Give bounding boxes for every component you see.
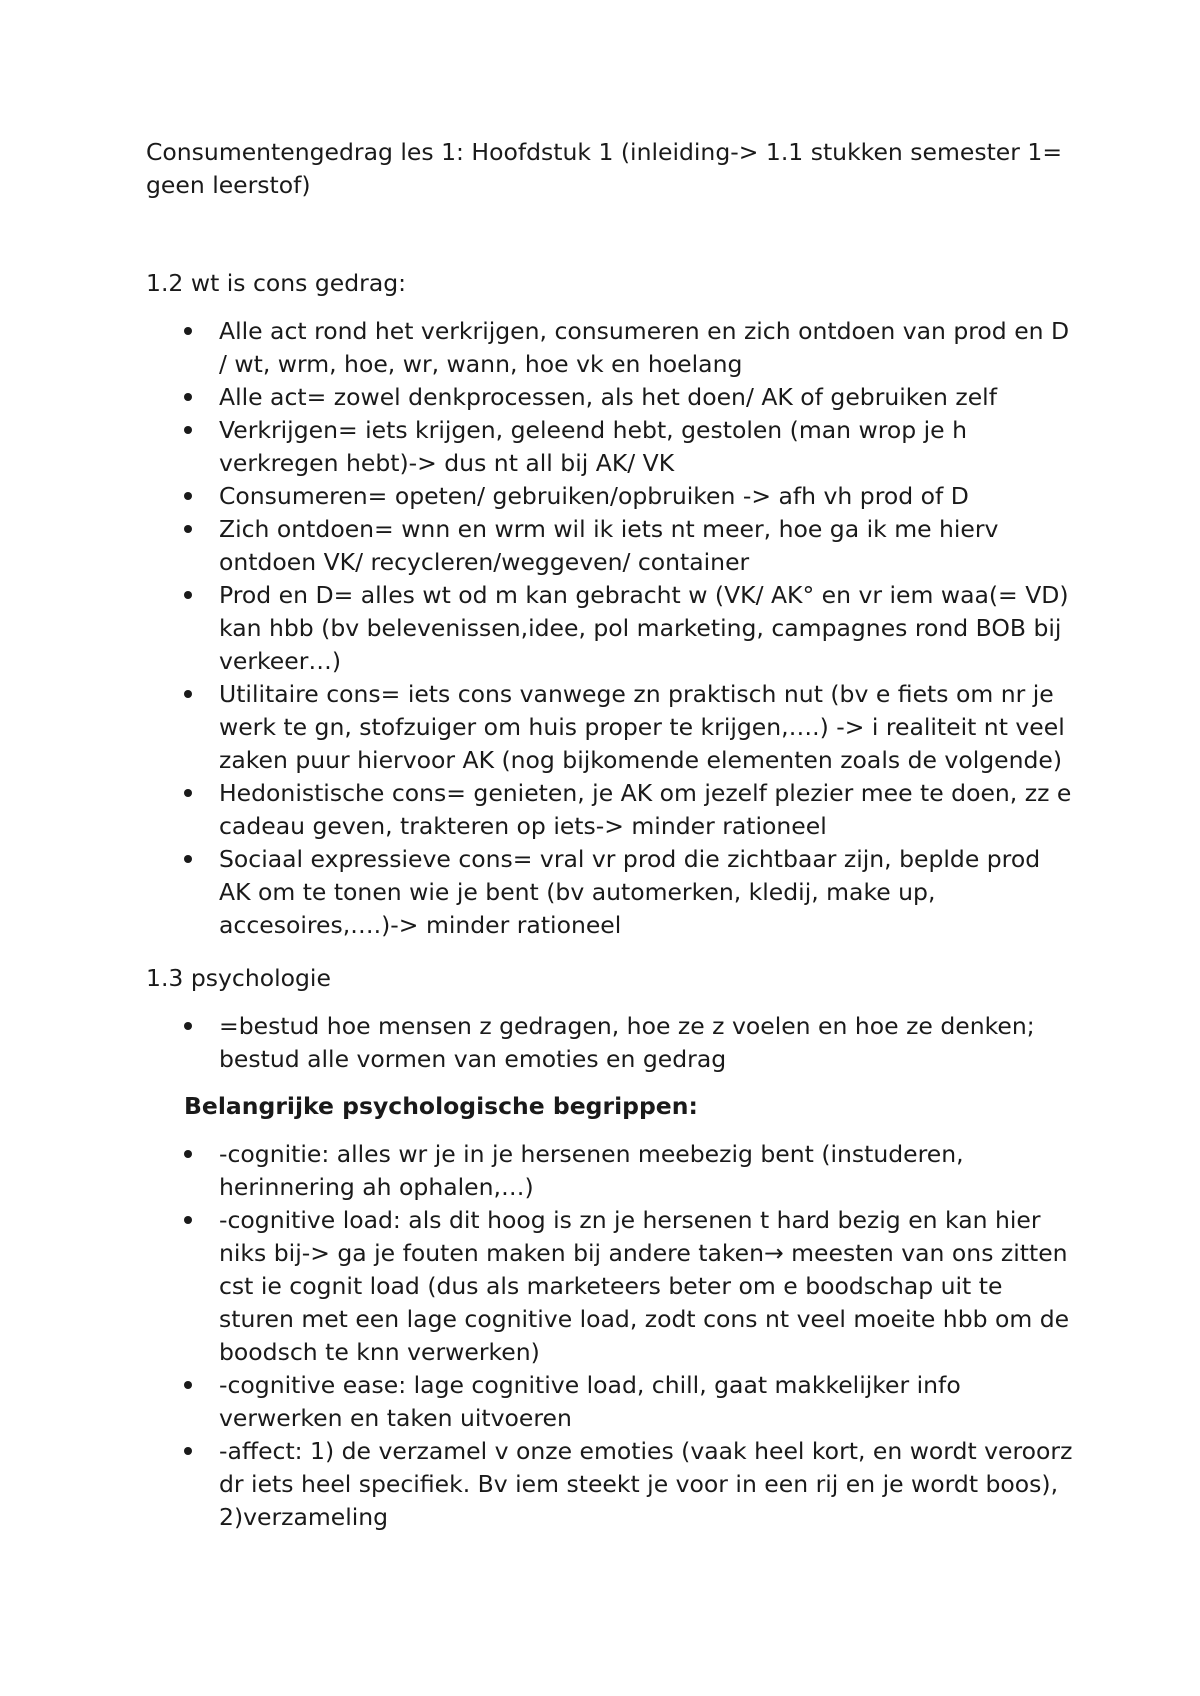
list-item: =bestud hoe mensen z gedragen, hoe ze z voelen en hoe ze denken; bestud alle vormen van emoties en gedrag bbox=[146, 1010, 1076, 1076]
list-item: -cognitie: alles wr je in je hersenen meebezig bent (instuderen, herinnering ah ophalen,…) bbox=[146, 1138, 1076, 1204]
list-item: Utilitaire cons= iets cons vanwege zn praktisch nut (bv e fiets om nr je werk te gn, stofzuiger om huis proper te krijgen,….) -> i realiteit nt veel zaken puur hiervoor AK (nog bijkomende elementen zoals de volgende) bbox=[146, 678, 1076, 777]
section-heading-1-2: 1.2 wt is cons gedrag: bbox=[146, 269, 407, 297]
list-item: Alle act= zowel denkprocessen, als het doen/ AK of gebruiken zelf bbox=[146, 381, 1076, 414]
list-item: Verkrijgen= iets krijgen, geleend hebt, gestolen (man wrop je h verkregen hebt)-> dus nt all bij AK/ VK bbox=[146, 414, 1076, 480]
list-item: -cognitive load: als dit hoog is zn je hersenen t hard bezig en kan hier niks bij-> ga je fouten maken bij andere taken→ meesten van ons zitten cst ie cognit load (dus als marketeers beter om e boodschap uit te sturen met een lage cognitive load, zodt cons nt veel moeite hbb om de boodsch te knn verwerken) bbox=[146, 1204, 1076, 1369]
bullet-list-1-3 bbox=[146, 1010, 1076, 1076]
list-item: Prod en D= alles wt od m kan gebracht w (VK/ AK° en vr iem waa(= VD) kan hbb (bv belevenissen,idee, pol marketing, campagnes rond BOB bij verkeer…) bbox=[146, 579, 1076, 678]
bullet-list-begrippen bbox=[146, 1138, 1076, 1534]
list-item: Zich ontdoen= wnn en wrm wil ik iets nt meer, hoe ga ik me hierv ontdoen VK/ recycleren/weggeven/ container bbox=[146, 513, 1076, 579]
list-item: -cognitive ease: lage cognitive load, chill, gaat makkelijker info verwerken en taken uitvoeren bbox=[146, 1369, 1076, 1435]
document-page bbox=[146, 136, 1076, 1534]
list-item: Alle act rond het verkrijgen, consumeren en zich ontdoen van prod en D / wt, wrm, hoe, wr, wann, hoe vk en hoelang bbox=[146, 315, 1076, 381]
list-item: Consumeren= opeten/ gebruiken/opbruiken -> afh vh prod of D bbox=[146, 480, 1076, 513]
bullet-list-1-2 bbox=[146, 315, 1076, 942]
document-title: Consumentengedrag les 1: Hoofdstuk 1 (inleiding-> 1.1 stukken semester 1= geen leerstof) bbox=[146, 138, 1063, 199]
list-item: -affect: 1) de verzamel v onze emoties (vaak heel kort, en wordt veroorz dr iets heel specifiek. Bv iem steekt je voor in een rij en je wordt boos), 2)verzameling bbox=[146, 1435, 1076, 1534]
section-heading-1-3: 1.3 psychologie bbox=[146, 964, 331, 992]
list-item: Hedonistische cons= genieten, je AK om jezelf plezier mee te doen, zz e cadeau geven, trakteren op iets-> minder rationeel bbox=[146, 777, 1076, 843]
list-item: Sociaal expressieve cons= vral vr prod die zichtbaar zijn, beplde prod AK om te tonen wie je bent (bv automerken, kledij, make up, accesoires,….)-> minder rationeel bbox=[146, 843, 1076, 942]
subheading-psychologische-begrippen: Belangrijke psychologische begrippen: bbox=[184, 1092, 698, 1120]
